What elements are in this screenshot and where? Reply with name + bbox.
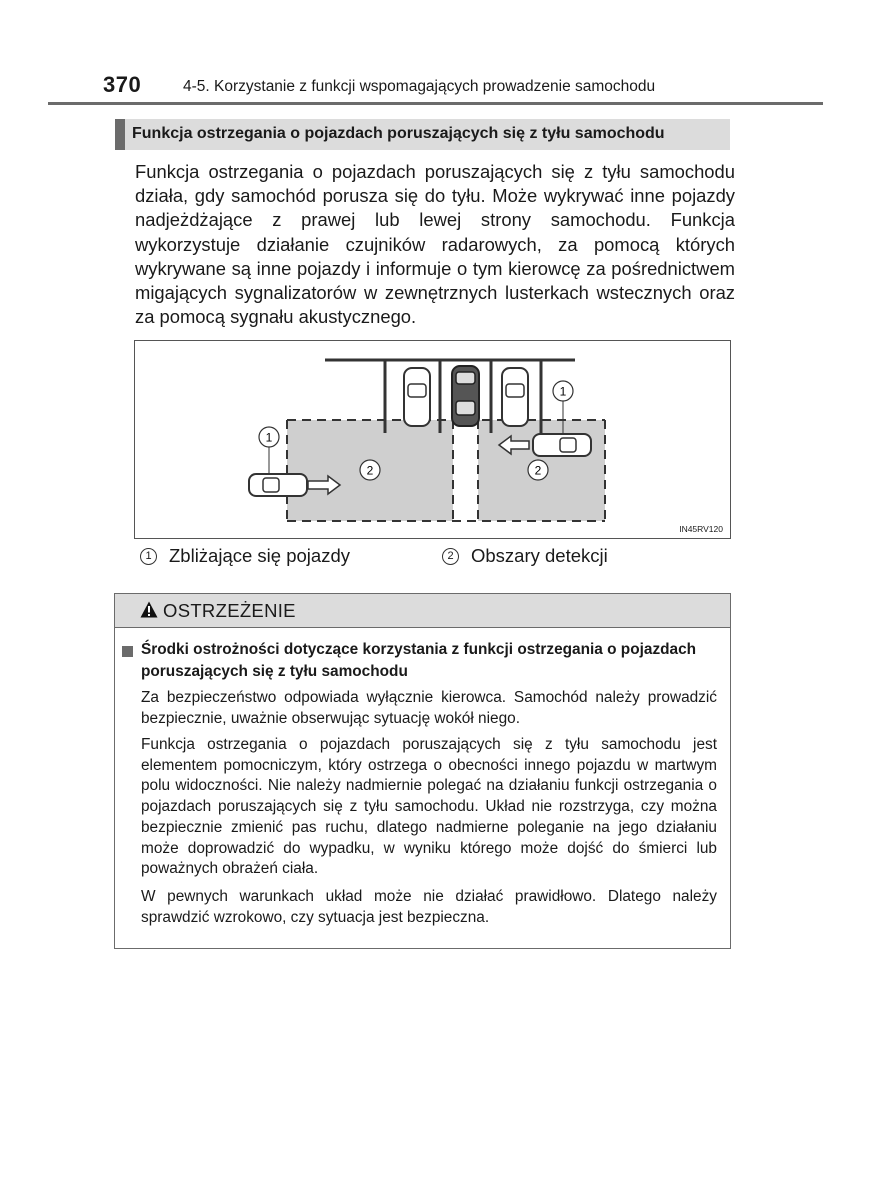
marker-1-right-label: 1 — [559, 384, 567, 399]
legend-item-approaching-vehicles — [140, 545, 350, 567]
section-heading-text: Funkcja ostrzegania o pojazdach poruszających się z tyłu samochodu — [132, 125, 665, 142]
warning-box — [114, 593, 731, 949]
marker-1-left — [259, 427, 279, 447]
section-heading — [115, 119, 730, 150]
chapter-title: 4-5. Korzystanie z funkcji wspomagających prowadzenie samochodu — [183, 78, 656, 95]
legend-label: Zbliżające się pojazdy — [169, 545, 350, 566]
legend-label: Obszary detekcji — [471, 545, 608, 566]
warning-paragraph-3: W pewnych warunkach układ może nie działać prawidłowo. Dlatego należy sprawdzić wzrokowo, czy sytuacja jest bezpieczna. — [141, 888, 717, 926]
diagram-drawing — [135, 341, 732, 540]
diagram-code: IN45RV120 — [679, 524, 723, 534]
legend-number: 2 — [442, 548, 459, 565]
center-gap — [453, 420, 478, 521]
marker-2-right — [528, 460, 548, 480]
bullet-square-icon — [122, 646, 133, 657]
warning-triangle-icon — [140, 601, 158, 618]
warning-paragraph-2: Funkcja ostrzegania o pojazdach poruszających się z tyłu samochodu jest elementem pomocniczym, który ostrzega o obecności innego pojazdu w martwym polu widoczności. Nie należy nadmiernie polegać na działaniu funkcji ostrzegania o pojazdach poruszających się z tyłu samochodu. Układ nie rozstrzyga, czy można bezpiecznie zmienić pas ruchu, dlatego nadmierne poleganie na jego działaniu może doprowadzić do wypadku, w wyniku którego może dojść do śmierci lub poważnych obrażeń ciała. — [141, 736, 717, 878]
warning-header — [115, 594, 730, 628]
rear-cross-traffic-diagram — [134, 340, 731, 539]
marker-2-right-label: 2 — [534, 463, 542, 478]
approaching-car-left — [249, 474, 307, 496]
page-number: 370 — [103, 72, 142, 97]
marker-1-left-label: 1 — [265, 430, 273, 445]
legend-number: 1 — [140, 548, 157, 565]
legend-item-detection-areas — [442, 545, 608, 567]
warning-paragraph-1: Za bezpieczeństwo odpowiada wyłącznie kierowca. Samochód należy prowadzić bezpiecznie, uważnie obserwując sytuację wokół niego. — [141, 689, 717, 727]
marker-2-left-label: 2 — [366, 463, 374, 478]
marker-2-left — [360, 460, 380, 480]
header-rule — [48, 102, 823, 105]
intro-paragraph: Funkcja ostrzegania o pojazdach poruszających się z tyłu samochodu działa, gdy samochód porusza się do tyłu. Może wykrywać inne pojazdy nadjeżdżające z prawej lub lewej strony samochodu. Funkcja wykorzystuje działanie czujników radarowych, za pomocą których wykrywane są inne pojazdy i informuje o tym kierowcę za pośrednictwem migających sygnalizatorów w zewnętrznych lusterkach wstecznych oraz za pomocą sygnału akustycznego. — [135, 161, 735, 328]
parked-car-left — [404, 368, 430, 426]
warning-subtitle: Środki ostrożności dotyczące korzystania z funkcji ostrzegania o pojazdach poruszających się z tyłu samochodu — [141, 641, 697, 680]
marker-1-right — [553, 381, 573, 401]
parked-car-right — [502, 368, 528, 426]
own-car-reversing — [452, 366, 479, 426]
warning-title: OSTRZEŻENIE — [163, 600, 296, 621]
approaching-car-right — [533, 434, 591, 456]
